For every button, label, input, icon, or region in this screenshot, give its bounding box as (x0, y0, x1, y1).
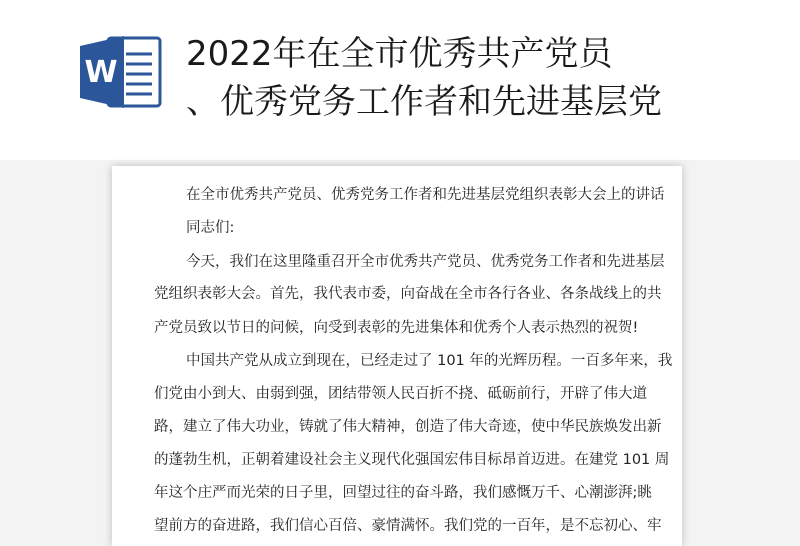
document-line: 中国共产党从成立到现在，已经走过了 101 年的光辉历程。一百多年来，我 (186, 353, 673, 369)
word-logo-letter: W (84, 55, 118, 90)
document-line: 党组织表彰大会。首先，我代表市委，向奋战在全市各行各业、各条战线上的共 (154, 286, 662, 302)
word-icon (78, 34, 164, 110)
document-line: 产党员致以节日的问候，向受到表彰的先进集体和优秀个人表示热烈的祝贺! (154, 320, 639, 336)
title-line-1: 2022年在全市优秀共产党员 (186, 34, 613, 74)
title-line-2: 、优秀党务工作者和先进基层党 (186, 82, 662, 122)
document-heading: 在全市优秀共产党员、优秀党务工作者和先进基层党组织表彰大会上的讲话 (186, 187, 665, 203)
header (0, 0, 800, 160)
document-line: 路，建立了伟大功业，铸就了伟大精神，创造了伟大奇迹，使中华民族焕发出新 (154, 419, 662, 435)
document-salutation: 同志们: (186, 220, 235, 236)
document-line: 的蓬勃生机，正朝着建设社会主义现代化强国宏伟目标昂首迈进。在建党 101 周 (154, 452, 670, 468)
document-line: 年这个庄严而光荣的日子里，回望过往的奋斗路，我们感慨万千、心潮澎湃;眺 (154, 485, 652, 501)
document-line: 们党由小到大、由弱到强，团结带领人民百折不挠、砥砺前行，开辟了伟大道 (154, 386, 647, 402)
document-line: 今天，我们在这里隆重召开全市优秀共产党员、优秀党务工作者和先进基层 (186, 254, 665, 270)
document-line: 望前方的奋进路，我们信心百倍、豪情满怀。我们党的一百年，是不忘初心、牢 (154, 518, 662, 534)
document-page (112, 166, 682, 546)
page-title (186, 30, 786, 126)
